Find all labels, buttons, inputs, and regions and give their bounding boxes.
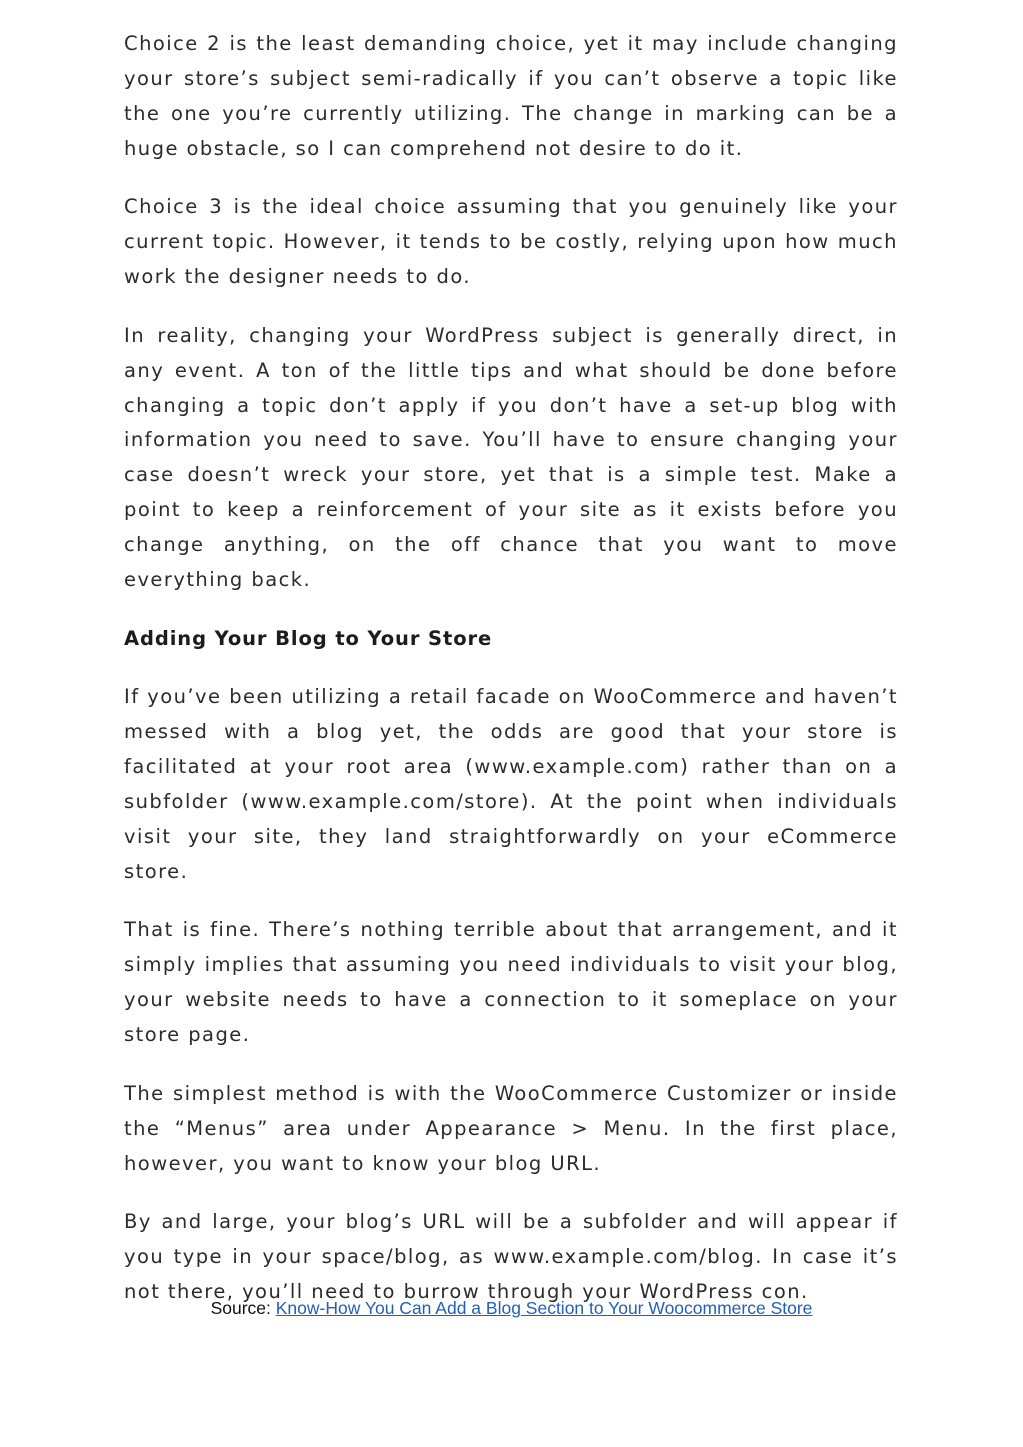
article-body <box>124 27 898 1334</box>
paragraph-reality: In reality, changing your WordPress subject is generally direct, in any event. A ton of the little tips and what should be done before changing a topic don’t apply if you don’t have a set-up blog with information you need to save. You’ll have to ensure changing your case doesn’t wreck your store, yet that is a simple test. Make a point to keep a reinforcement of your site as it exists before you change anything, on the off chance that you want to move everything back. <box>124 323 898 592</box>
section-heading: Adding Your Blog to Your Store <box>124 626 493 650</box>
paragraph-blog-url: By and large, your blog’s URL will be a subfolder and will appear if you type in your space/blog, as www.example.com/blog. In case it’s not there, you’ll need to burrow through your WordPress con. <box>124 1210 898 1303</box>
source-link[interactable]: Know-How You Can Add a Blog Section to Your Woocommerce Store <box>275 1298 813 1318</box>
paragraph-that-is-fine: That is fine. There’s nothing terrible about that arrangement, and it simply implies that assuming you need individuals to visit your blog, your website needs to have a connection to it someplace on your store page. <box>124 918 898 1047</box>
source-line <box>0 1298 1023 1319</box>
paragraph-choice-2: Choice 2 is the least demanding choice, yet it may include changing your store’s subject semi-radically if you can’t observe a topic like the one you’re currently utilizing. The change in marking can be a huge obstacle, so I can comprehend not desire to do it. <box>124 32 898 160</box>
source-label: Source: <box>210 1298 276 1318</box>
paragraph-simplest-method: The simplest method is with the WooCommerce Customizer or inside the “Menus” area under Appearance > Menu. In the first place, however, you want to know your blog URL. <box>124 1081 898 1175</box>
paragraph-retail-facade: If you’ve been utilizing a retail facade on WooCommerce and haven’t messed with a blog yet, the odds are good that your store is facilitated at your root area (www.example.com) rather than on a subfolder (www.example.com/store). At the point when individuals visit your site, they land straightforwardly on your eCommerce store. <box>124 685 898 883</box>
paragraph-choice-3: Choice 3 is the ideal choice assuming that you genuinely like your current topic. However, it tends to be costly, relying upon how much work the designer needs to do. <box>124 195 898 289</box>
